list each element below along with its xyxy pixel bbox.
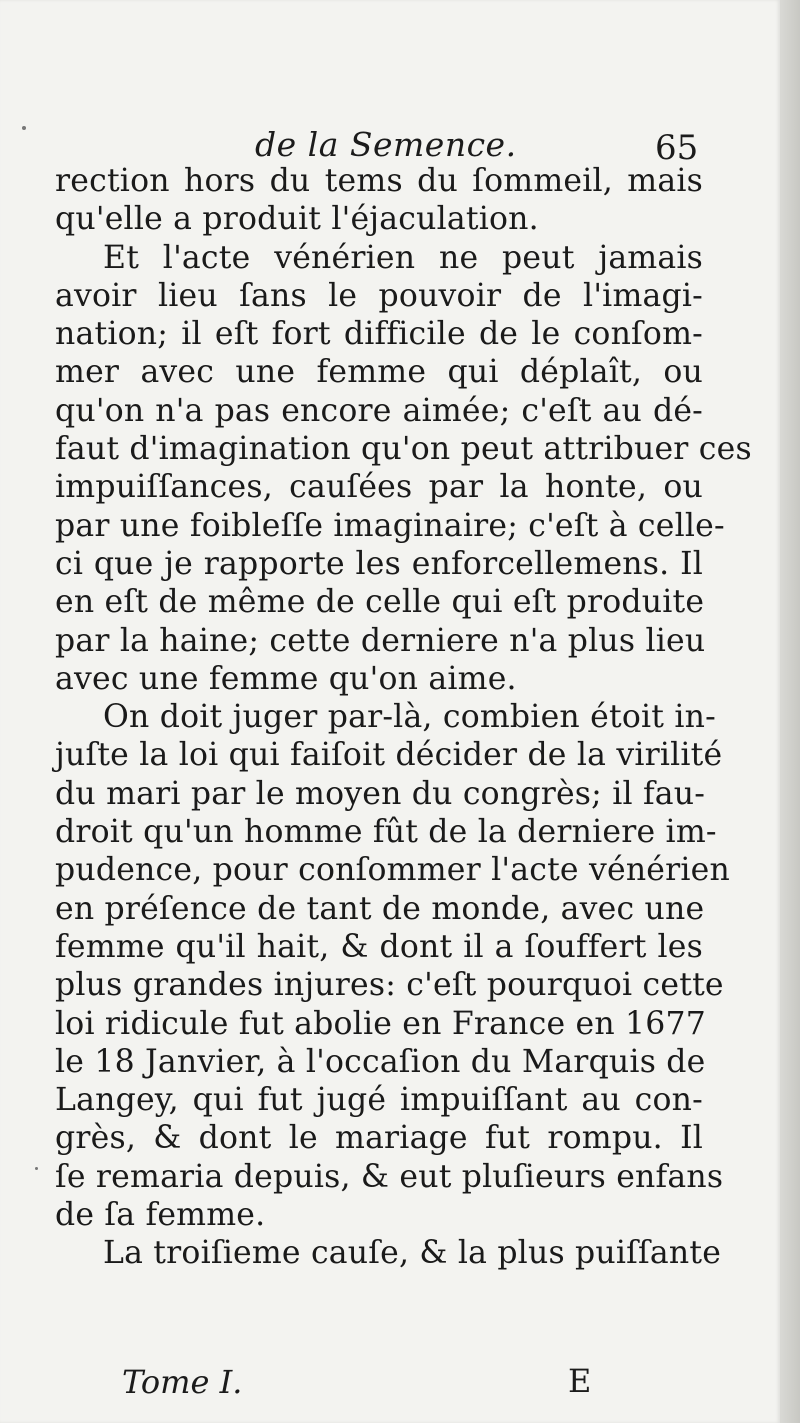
- text-line: Et l'acte vénérien ne peut jamais: [103, 239, 703, 276]
- text-line: loi ridicule fut abolie en France en 1677: [55, 1005, 707, 1042]
- page-edge: [780, 0, 800, 1423]
- volume-label: Tome I.: [122, 1363, 243, 1401]
- text-line: en eſt de même de celle qui eſt produite: [55, 584, 705, 621]
- text-line: femme qu'il hait, & dont il a ſouffert les: [55, 928, 703, 965]
- text-line: nation; il eſt fort difficile de le conſom-: [55, 316, 703, 353]
- text-line: pudence, pour conſommer l'acte vénérien: [55, 852, 731, 889]
- text-line: ſe remaria depuis, & eut pluſieurs enfans: [55, 1158, 724, 1195]
- text-line: par une foibleſſe imaginaire; c'eſt à celle-: [55, 507, 725, 544]
- text-line: grès, & dont le mariage fut rompu. Il: [55, 1120, 703, 1157]
- text-line: juſte la loi qui faiſoit décider de la virilité: [55, 737, 723, 774]
- paper-speck: [22, 126, 26, 130]
- text-line: qu'elle a produit l'éjaculation.: [55, 201, 539, 238]
- text-line: faut d'imagination qu'on peut attribuer ces: [55, 431, 752, 468]
- text-line: impuiſſances, cauſées par la honte, ou: [55, 469, 703, 506]
- signature-mark: E: [568, 1362, 592, 1400]
- text-line: le 18 Janvier, à l'occaſion du Marquis de: [55, 1043, 706, 1080]
- paper-speck: [35, 1167, 38, 1170]
- text-line: qu'on n'a pas encore aimée; c'eſt au dé-: [55, 392, 703, 429]
- text-line: ci que je rapporte les enforcellemens. Il: [55, 545, 703, 582]
- text-line: mer avec une femme qui déplaît, ou: [55, 354, 703, 391]
- text-line: plus grandes injures: c'eſt pourquoi cette: [55, 967, 724, 1004]
- text-line: Langey, qui fut jugé impuiſſant au con-: [55, 1082, 703, 1119]
- text-line: On doit juger par-là, combien étoit in-: [103, 699, 716, 736]
- running-title: de la Semence.: [255, 125, 517, 164]
- text-line: de ſa femme.: [55, 1197, 266, 1234]
- text-line: rection hors du tems du ſommeil, mais: [55, 163, 703, 199]
- text-line: droit qu'un homme fût de la derniere im-: [55, 814, 717, 851]
- text-line: La troiſieme cauſe, & la plus puiſſante: [103, 1235, 722, 1272]
- text-line: avoir lieu ſans le pouvoir de l'imagi-: [55, 277, 703, 314]
- text-line: avec une femme qu'on aime.: [55, 660, 517, 697]
- text-line: en préſence de tant de monde, avec une: [55, 890, 705, 927]
- text-line: par la haine; cette derniere n'a plus lieu: [55, 622, 706, 659]
- body-text: [55, 162, 752, 1273]
- page-number: 65: [655, 128, 699, 168]
- text-line: du mari par le moyen du congrès; il fau-: [55, 775, 706, 812]
